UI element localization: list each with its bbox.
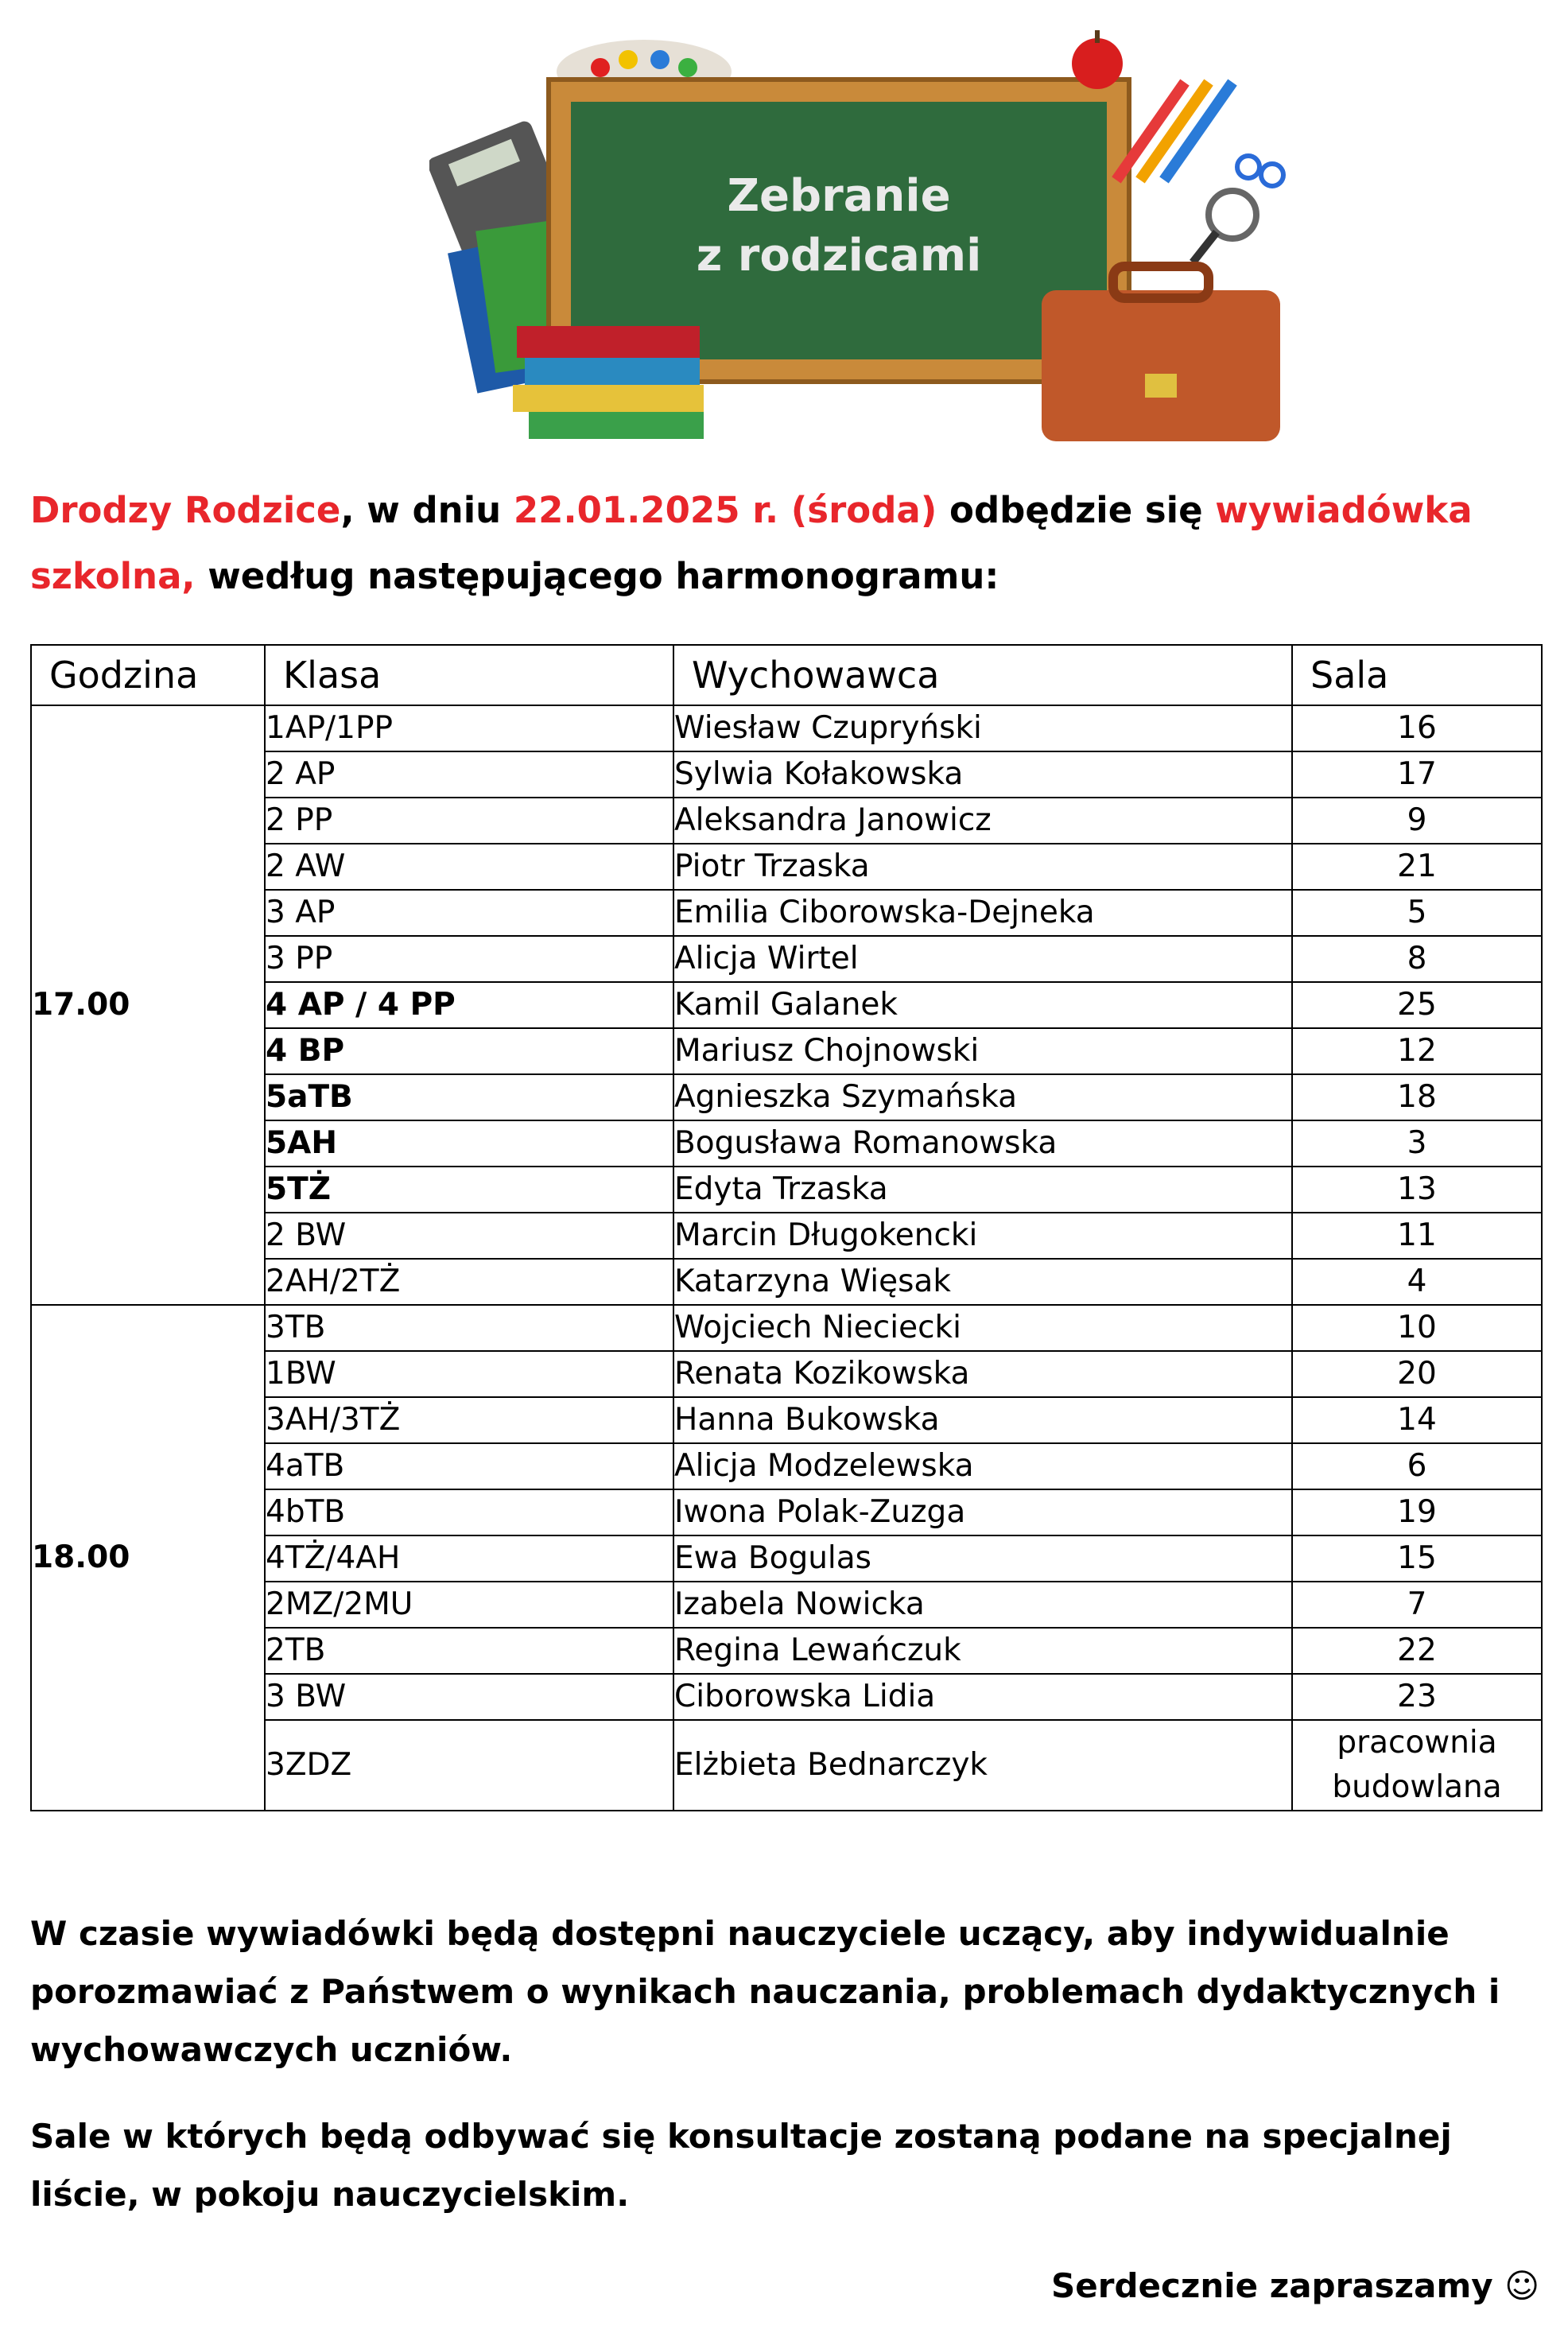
teacher-cell: Piotr Trzaska — [673, 844, 1292, 890]
teacher-cell: Bogusława Romanowska — [673, 1120, 1292, 1167]
schedule-body — [31, 705, 1542, 1811]
time-cell: 17.00 — [31, 705, 265, 1305]
class-cell: 5TŻ — [265, 1167, 673, 1213]
room-cell: 12 — [1292, 1028, 1542, 1074]
room-cell: 25 — [1292, 982, 1542, 1028]
class-cell: 4bTB — [265, 1489, 673, 1535]
class-cell: 4 BP — [265, 1028, 673, 1074]
room-cell: 20 — [1292, 1351, 1542, 1397]
room-cell: 17 — [1292, 751, 1542, 798]
schedule-table — [30, 644, 1543, 1811]
class-cell: 2 AP — [265, 751, 673, 798]
room-cell: 16 — [1292, 705, 1542, 751]
teacher-cell: Ciborowska Lidia — [673, 1674, 1292, 1720]
class-cell: 2MZ/2MU — [265, 1582, 673, 1628]
table-row — [31, 1305, 1542, 1351]
board-title-line2: z rodzicami — [696, 230, 982, 281]
class-cell: 2TB — [265, 1628, 673, 1674]
time-cell: 18.00 — [31, 1305, 265, 1811]
class-cell: 3AH/3TŻ — [265, 1397, 673, 1443]
room-cell: pracownia budowlana — [1292, 1720, 1542, 1811]
teacher-cell: Kamil Galanek — [673, 982, 1292, 1028]
teacher-cell: Alicja Wirtel — [673, 936, 1292, 982]
class-cell: 3 AP — [265, 890, 673, 936]
table-header-row — [31, 645, 1542, 705]
room-cell: 19 — [1292, 1489, 1542, 1535]
class-cell: 4TŻ/4AH — [265, 1535, 673, 1582]
room-cell: 10 — [1292, 1305, 1542, 1351]
teacher-cell: Ewa Bogulas — [673, 1535, 1292, 1582]
room-cell: 18 — [1292, 1074, 1542, 1120]
intro-part2: odbędzie się — [937, 489, 1216, 531]
header-wychowawca: Wychowawca — [673, 645, 1292, 705]
class-cell: 1AP/1PP — [265, 705, 673, 751]
room-cell: 22 — [1292, 1628, 1542, 1674]
header-sala: Sala — [1292, 645, 1542, 705]
greeting: Drodzy Rodzice — [30, 489, 341, 531]
room-cell: 9 — [1292, 798, 1542, 844]
room-cell: 13 — [1292, 1167, 1542, 1213]
table-row — [31, 705, 1542, 751]
class-cell: 3 PP — [265, 936, 673, 982]
room-cell: 5 — [1292, 890, 1542, 936]
event-name-a: wywiadówka — [1215, 489, 1473, 531]
teacher-cell: Agnieszka Szymańska — [673, 1074, 1292, 1120]
info-paragraph-teachers: W czasie wywiadówki będą dostępni nauczyciele uczący, aby indywidualnie porozmawiać z Państwem o wynikach nauczania, problemach dydaktycznych i wychowawczych uczniów. — [30, 1914, 1500, 2069]
teacher-cell: Regina Lewańczuk — [673, 1628, 1292, 1674]
intro-text — [30, 477, 1541, 609]
class-cell: 3TB — [265, 1305, 673, 1351]
room-cell: 4 — [1292, 1259, 1542, 1305]
event-name-b: szkolna, — [30, 555, 196, 597]
chalkboard-illustration — [429, 24, 1312, 453]
teacher-cell: Izabela Nowicka — [673, 1582, 1292, 1628]
class-cell: 5aTB — [265, 1074, 673, 1120]
class-cell: 4aTB — [265, 1443, 673, 1489]
room-cell: 8 — [1292, 936, 1542, 982]
teacher-cell: Mariusz Chojnowski — [673, 1028, 1292, 1074]
teacher-cell: Aleksandra Janowicz — [673, 798, 1292, 844]
room-cell: 11 — [1292, 1213, 1542, 1259]
room-cell: 15 — [1292, 1535, 1542, 1582]
intro-part1: , w dniu — [340, 489, 514, 531]
teacher-cell: Iwona Polak-Zuzga — [673, 1489, 1292, 1535]
magnifier-icon — [1193, 191, 1256, 262]
header-godzina: Godzina — [31, 645, 265, 705]
board-title-line1: Zebranie — [727, 170, 951, 222]
briefcase-icon — [1042, 266, 1280, 441]
class-cell: 3 BW — [265, 1674, 673, 1720]
intro-part3: według następującego harmonogramu: — [195, 555, 999, 597]
class-cell: 1BW — [265, 1351, 673, 1397]
teacher-cell: Renata Kozikowska — [673, 1351, 1292, 1397]
teacher-cell: Sylwia Kołakowska — [673, 751, 1292, 798]
info-paragraph-rooms: Sale w których będą odbywać się konsultacje zostaną podane na specjalnej liście, w pokoju nauczycielskim. — [30, 2117, 1452, 2214]
teacher-cell: Katarzyna Więsak — [673, 1259, 1292, 1305]
room-cell: 3 — [1292, 1120, 1542, 1167]
books-icon — [513, 326, 704, 439]
teacher-cell: Hanna Bukowska — [673, 1397, 1292, 1443]
room-cell: 14 — [1292, 1397, 1542, 1443]
room-cell: 7 — [1292, 1582, 1542, 1628]
header-klasa: Klasa — [265, 645, 673, 705]
room-cell: 23 — [1292, 1674, 1542, 1720]
scissors-icon — [1237, 156, 1283, 186]
class-cell: 4 AP / 4 PP — [265, 982, 673, 1028]
room-cell: 21 — [1292, 844, 1542, 890]
class-cell: 5AH — [265, 1120, 673, 1167]
teacher-cell: Alicja Modzelewska — [673, 1443, 1292, 1489]
teacher-cell: Elżbieta Bednarczyk — [673, 1720, 1292, 1811]
teacher-cell: Edyta Trzaska — [673, 1167, 1292, 1213]
closing-text: Serdecznie zapraszamy ☺ — [1051, 2266, 1539, 2305]
room-cell: 6 — [1292, 1443, 1542, 1489]
class-cell: 2AH/2TŻ — [265, 1259, 673, 1305]
meeting-date: 22.01.2025 r. (środa) — [513, 489, 937, 531]
teacher-cell: Wojciech Nieciecki — [673, 1305, 1292, 1351]
teacher-cell: Wiesław Czupryński — [673, 705, 1292, 751]
class-cell: 2 PP — [265, 798, 673, 844]
teacher-cell: Emilia Ciborowska-Dejneka — [673, 890, 1292, 936]
class-cell: 3ZDZ — [265, 1720, 673, 1811]
class-cell: 2 BW — [265, 1213, 673, 1259]
teacher-cell: Marcin Długokencki — [673, 1213, 1292, 1259]
class-cell: 2 AW — [265, 844, 673, 890]
apple-icon — [1072, 30, 1123, 89]
